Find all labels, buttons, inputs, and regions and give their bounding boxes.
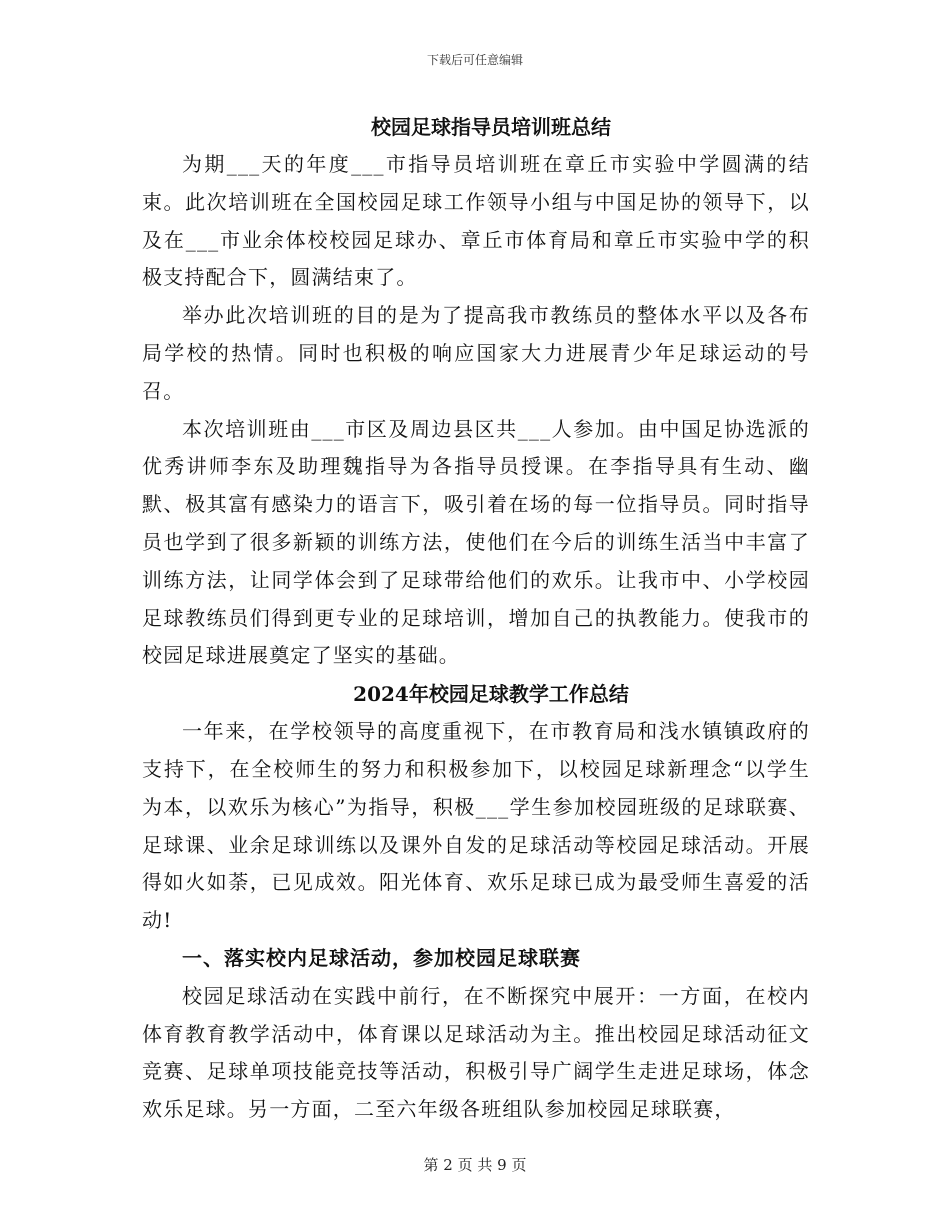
- paragraph: 为期___天的年度___市指导员培训班在章丘市实验中学圆满的结束。此次培训班在全国校园足球工作领导小组与中国足协的领导下，以及在___市业余体校校园足球办、章丘市体育局和章丘市实验中学的积极支持配合下，圆满结束了。: [142, 152, 810, 290]
- paragraph: 校园足球活动在实践中前行，在不断探究中展开：一方面，在校内体育教育教学活动中，体育课以足球活动为主。推出校园足球活动征文竞赛、足球单项技能竞技等活动，积极引导广阔学生走进足球场，体念欢乐足球。另一方面，二至六年级各班组队参加校园足球联赛，: [142, 983, 810, 1122]
- section-title: 2024年校园足球教学工作总结: [353, 682, 629, 707]
- document-title: 校园足球指导员培训班总结: [371, 115, 611, 139]
- paragraph: 举办此次培训班的目的是为了提高我市教练员的整体水平以及各布局学校的热情。同时也积极的响应国家大力进展青少年足球运动的号召。: [142, 303, 810, 403]
- subsection-heading: 一、落实校内足球活动，参加校园足球联赛: [182, 945, 581, 970]
- document-body: [142, 108, 810, 1129]
- paragraph: 本次培训班由___市区及周边县区共___人参加。由中国足协选派的优秀讲师李东及助理魏指导为各指导员授课。在李指导具有生动、幽默、极其富有感染力的语言下，吸引着在场的每一位指导员。同时指导员也学到了很多新颖的训练方法，使他们在今后的训练生活当中丰富了训练方法，让同学体会到了足球带给他们的欢乐。让我市中、小学校园足球教练员们得到更专业的足球培训，增加自己的执教能力。使我市的校园足球进展奠定了坚实的基础。: [142, 416, 810, 668]
- page-number: 第 2 页 共 9 页: [423, 1156, 527, 1174]
- page-header-note: 下载后可任意编辑: [426, 53, 523, 67]
- paragraph: 一年来，在学校领导的高度重视下，在市教育局和浅水镇镇政府的支持下，在全校师生的努力和积极参加下，以校园足球新理念“以学生为本，以欢乐为核心”为指导，积极___学生参加校园班级的足球联赛、足球课、业余足球训练以及课外自发的足球活动等校园足球活动。开展得如火如荼，已见成效。阳光体育、欢乐足球已成为最受师生喜爱的活动!: [142, 719, 810, 933]
